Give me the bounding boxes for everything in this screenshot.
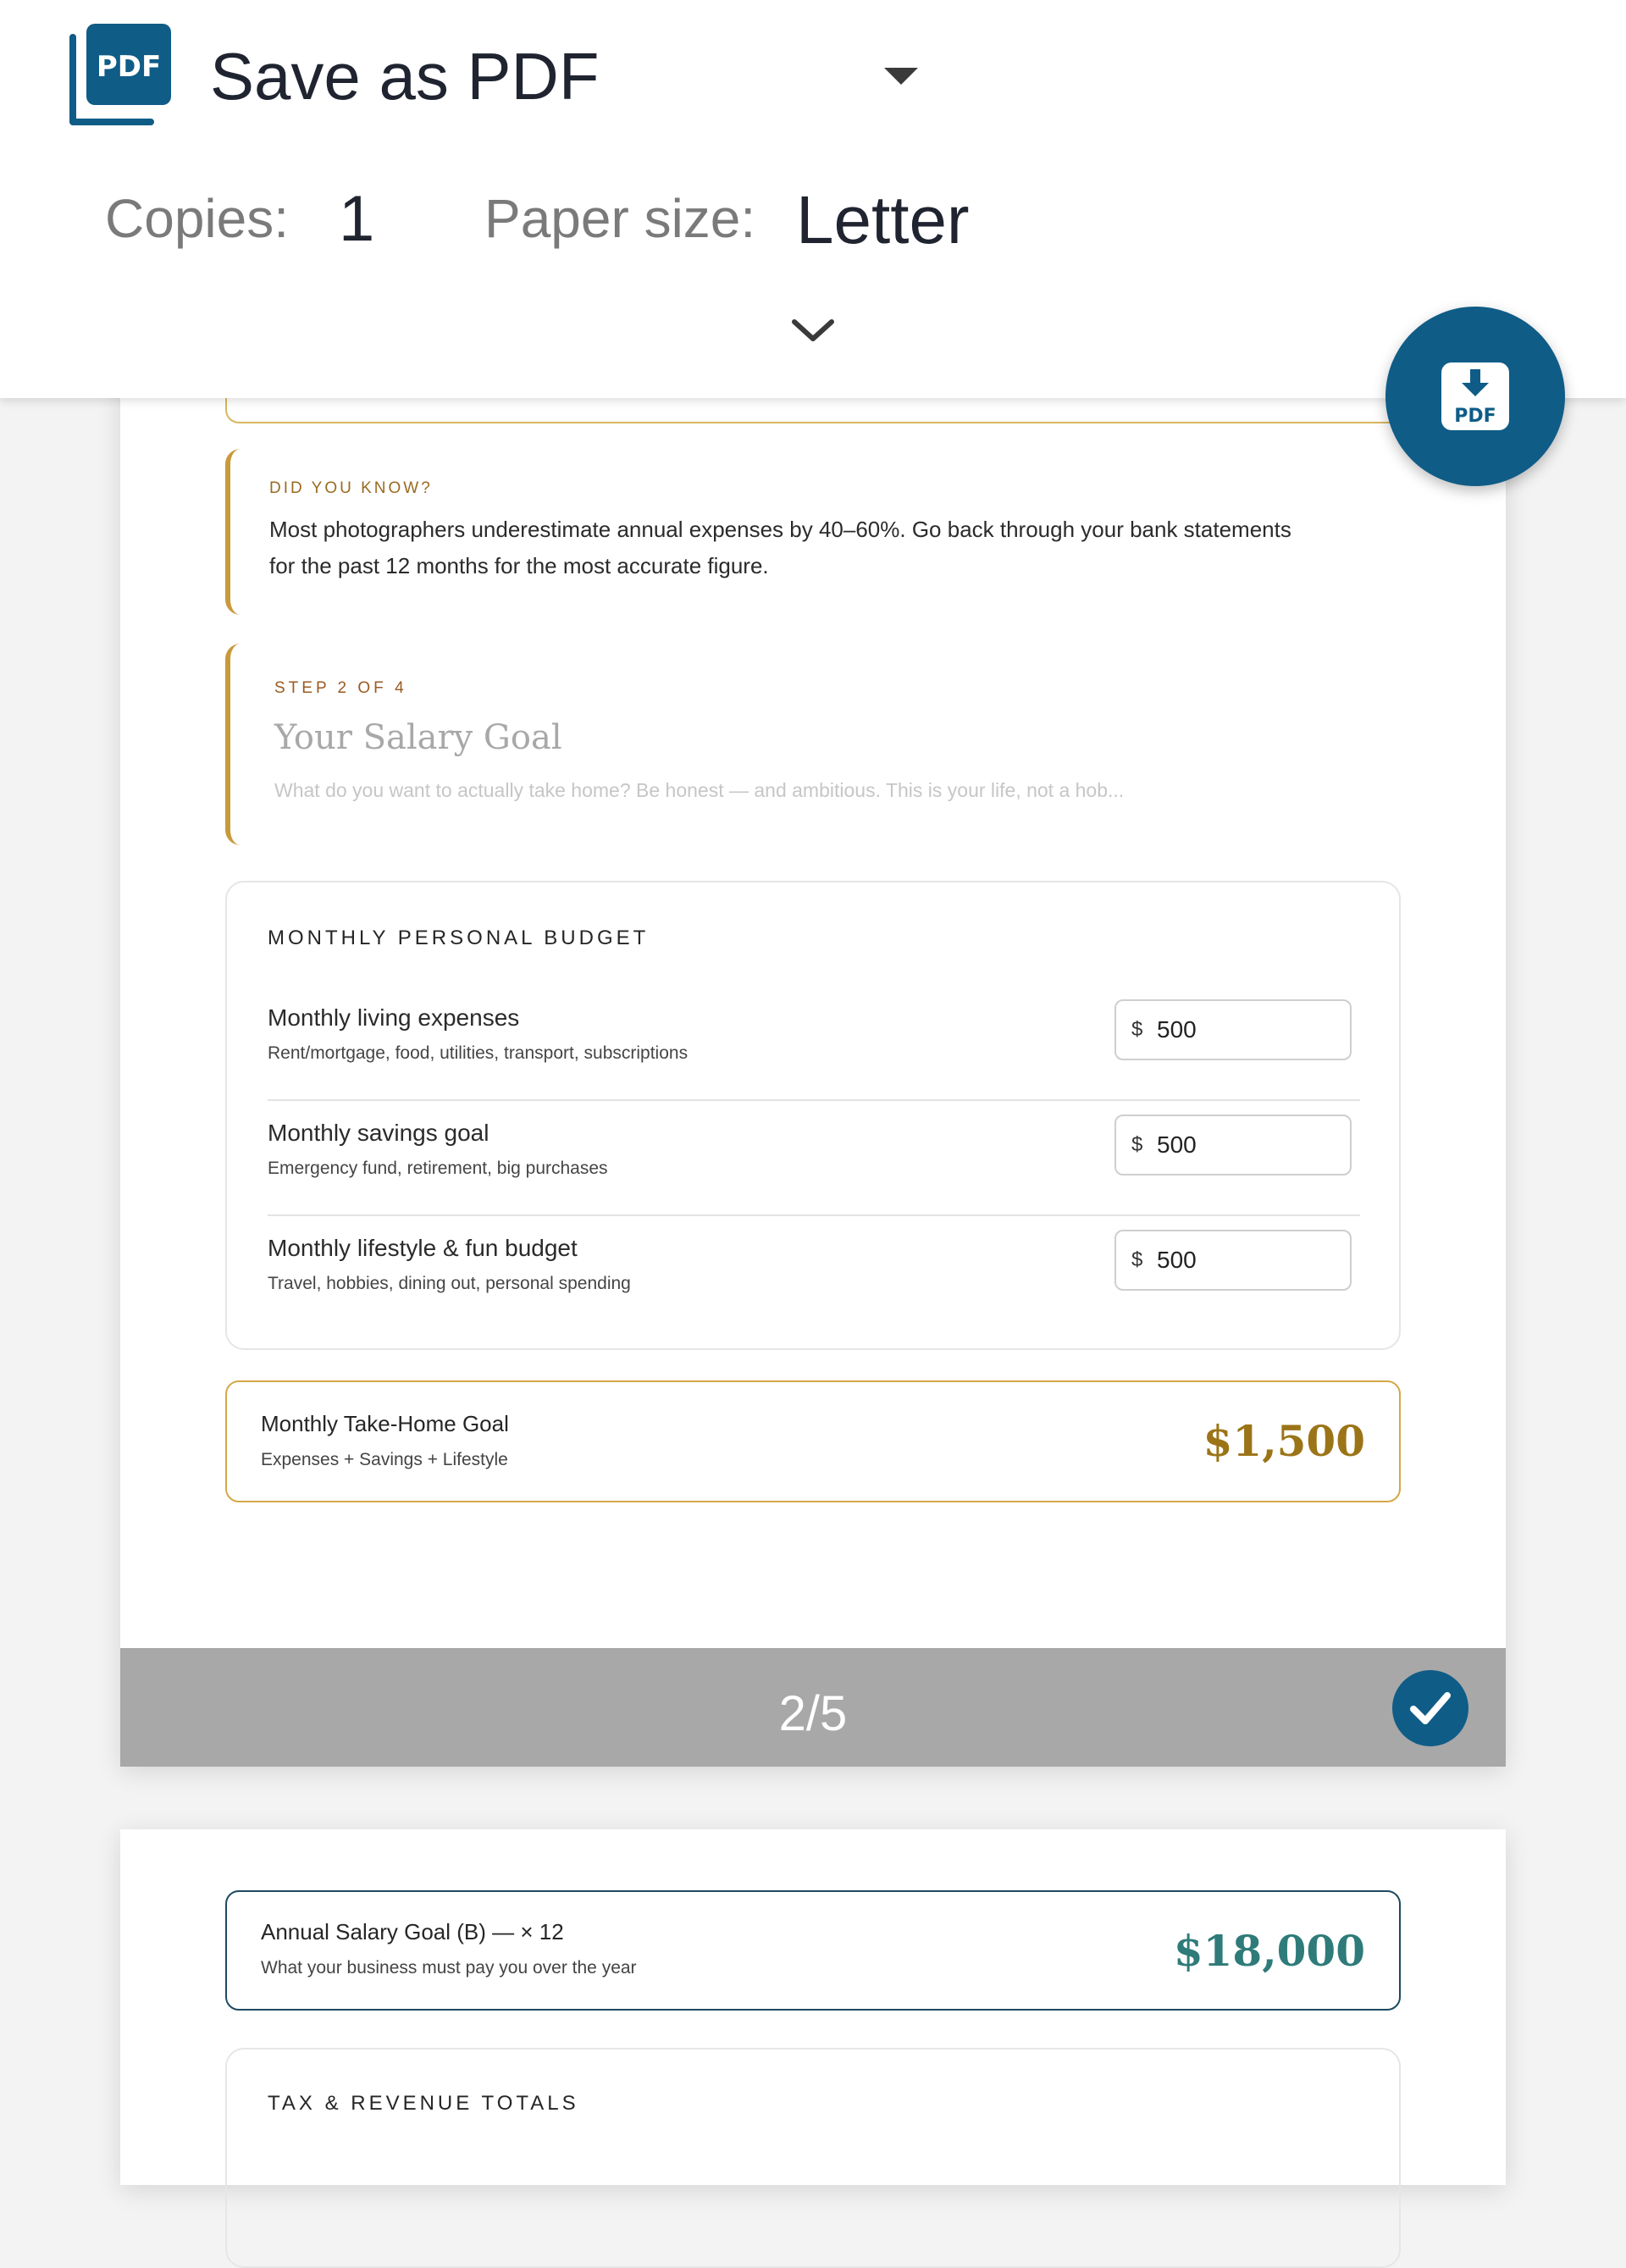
step-subtitle: What do you want to actually take home? Be honest — and ambitious. This is your life, not a hob... bbox=[274, 779, 1125, 801]
save-pdf-button[interactable] bbox=[1385, 307, 1565, 486]
annual-salary-card bbox=[225, 1890, 1401, 2011]
page-preview-3 bbox=[120, 1829, 1506, 2185]
tax-revenue-card bbox=[225, 2048, 1401, 2268]
currency-symbol: $ bbox=[1131, 1248, 1143, 1271]
page-preview-2 bbox=[120, 254, 1506, 1767]
annual-label: Annual Salary Goal (B) — × 12 bbox=[261, 1919, 564, 1944]
takehome-amount: $1,500 bbox=[1203, 1416, 1365, 1466]
page-footer-bar bbox=[120, 1648, 1506, 1767]
step-title: Your Salary Goal bbox=[274, 718, 562, 757]
pdf-logo-text: PDF bbox=[96, 50, 162, 84]
currency-symbol: $ bbox=[1131, 1018, 1143, 1041]
destination-select[interactable]: Save as PDF bbox=[210, 39, 600, 113]
step-header bbox=[225, 644, 1331, 845]
takehome-hint: Expenses + Savings + Lifestyle bbox=[261, 1450, 508, 1469]
copies-input[interactable]: 1 bbox=[339, 183, 375, 255]
row-hint: Emergency fund, retirement, big purchases bbox=[268, 1159, 608, 1178]
fab-icon-text: PDF bbox=[1454, 406, 1496, 427]
tax-title: TAX & REVENUE TOTALS bbox=[268, 2092, 579, 2115]
copies-label: Copies: bbox=[105, 188, 289, 249]
monthly-takehome-card bbox=[225, 1380, 1401, 1502]
living-expenses-input[interactable] bbox=[1114, 999, 1352, 1060]
row-label: Monthly savings goal bbox=[268, 1120, 489, 1146]
chevron-down-icon[interactable] bbox=[789, 315, 837, 346]
paper-size-label: Paper size: bbox=[484, 188, 756, 249]
lifestyle-budget-input[interactable] bbox=[1114, 1230, 1352, 1291]
budget-row-lifestyle bbox=[268, 1220, 1360, 1330]
paper-size-select[interactable]: Letter bbox=[796, 182, 970, 257]
row-label: Monthly living expenses bbox=[268, 1004, 520, 1031]
pdf-logo-icon bbox=[69, 22, 173, 125]
tip-text: Most photographers underestimate annual expenses by 40–60%. Go back through your bank statements for the past 12 months for the most accurate figure. bbox=[269, 517, 1291, 578]
dropdown-triangle-icon[interactable] bbox=[881, 64, 921, 88]
savings-goal-input[interactable] bbox=[1114, 1115, 1352, 1175]
row-hint: Travel, hobbies, dining out, personal spending bbox=[268, 1274, 631, 1293]
tip-kicker: DID YOU KNOW? bbox=[269, 479, 433, 497]
budget-row-living-expenses bbox=[268, 989, 1360, 1101]
print-dialog-header bbox=[0, 0, 1626, 398]
step-indicator: STEP 2 OF 4 bbox=[274, 679, 407, 697]
row-hint: Rent/mortgage, food, utilities, transport, subscriptions bbox=[268, 1043, 689, 1063]
annual-amount: $18,000 bbox=[1173, 1926, 1365, 1976]
currency-symbol: $ bbox=[1131, 1133, 1143, 1156]
page-counter: 2/5 bbox=[778, 1686, 848, 1741]
row-label: Monthly lifestyle & fun budget bbox=[268, 1235, 578, 1261]
monthly-budget-card bbox=[225, 881, 1401, 1350]
page-selected-checkbox[interactable] bbox=[1392, 1670, 1468, 1746]
input-value: 500 bbox=[1157, 1131, 1197, 1158]
takehome-label: Monthly Take-Home Goal bbox=[261, 1411, 509, 1436]
budget-row-savings-goal bbox=[268, 1104, 1360, 1216]
budget-title: MONTHLY PERSONAL BUDGET bbox=[268, 927, 650, 949]
input-value: 500 bbox=[1157, 1247, 1197, 1273]
annual-hint: What your business must pay you over the year bbox=[261, 1958, 637, 1978]
input-value: 500 bbox=[1157, 1016, 1197, 1043]
did-you-know-tip bbox=[225, 449, 1331, 615]
